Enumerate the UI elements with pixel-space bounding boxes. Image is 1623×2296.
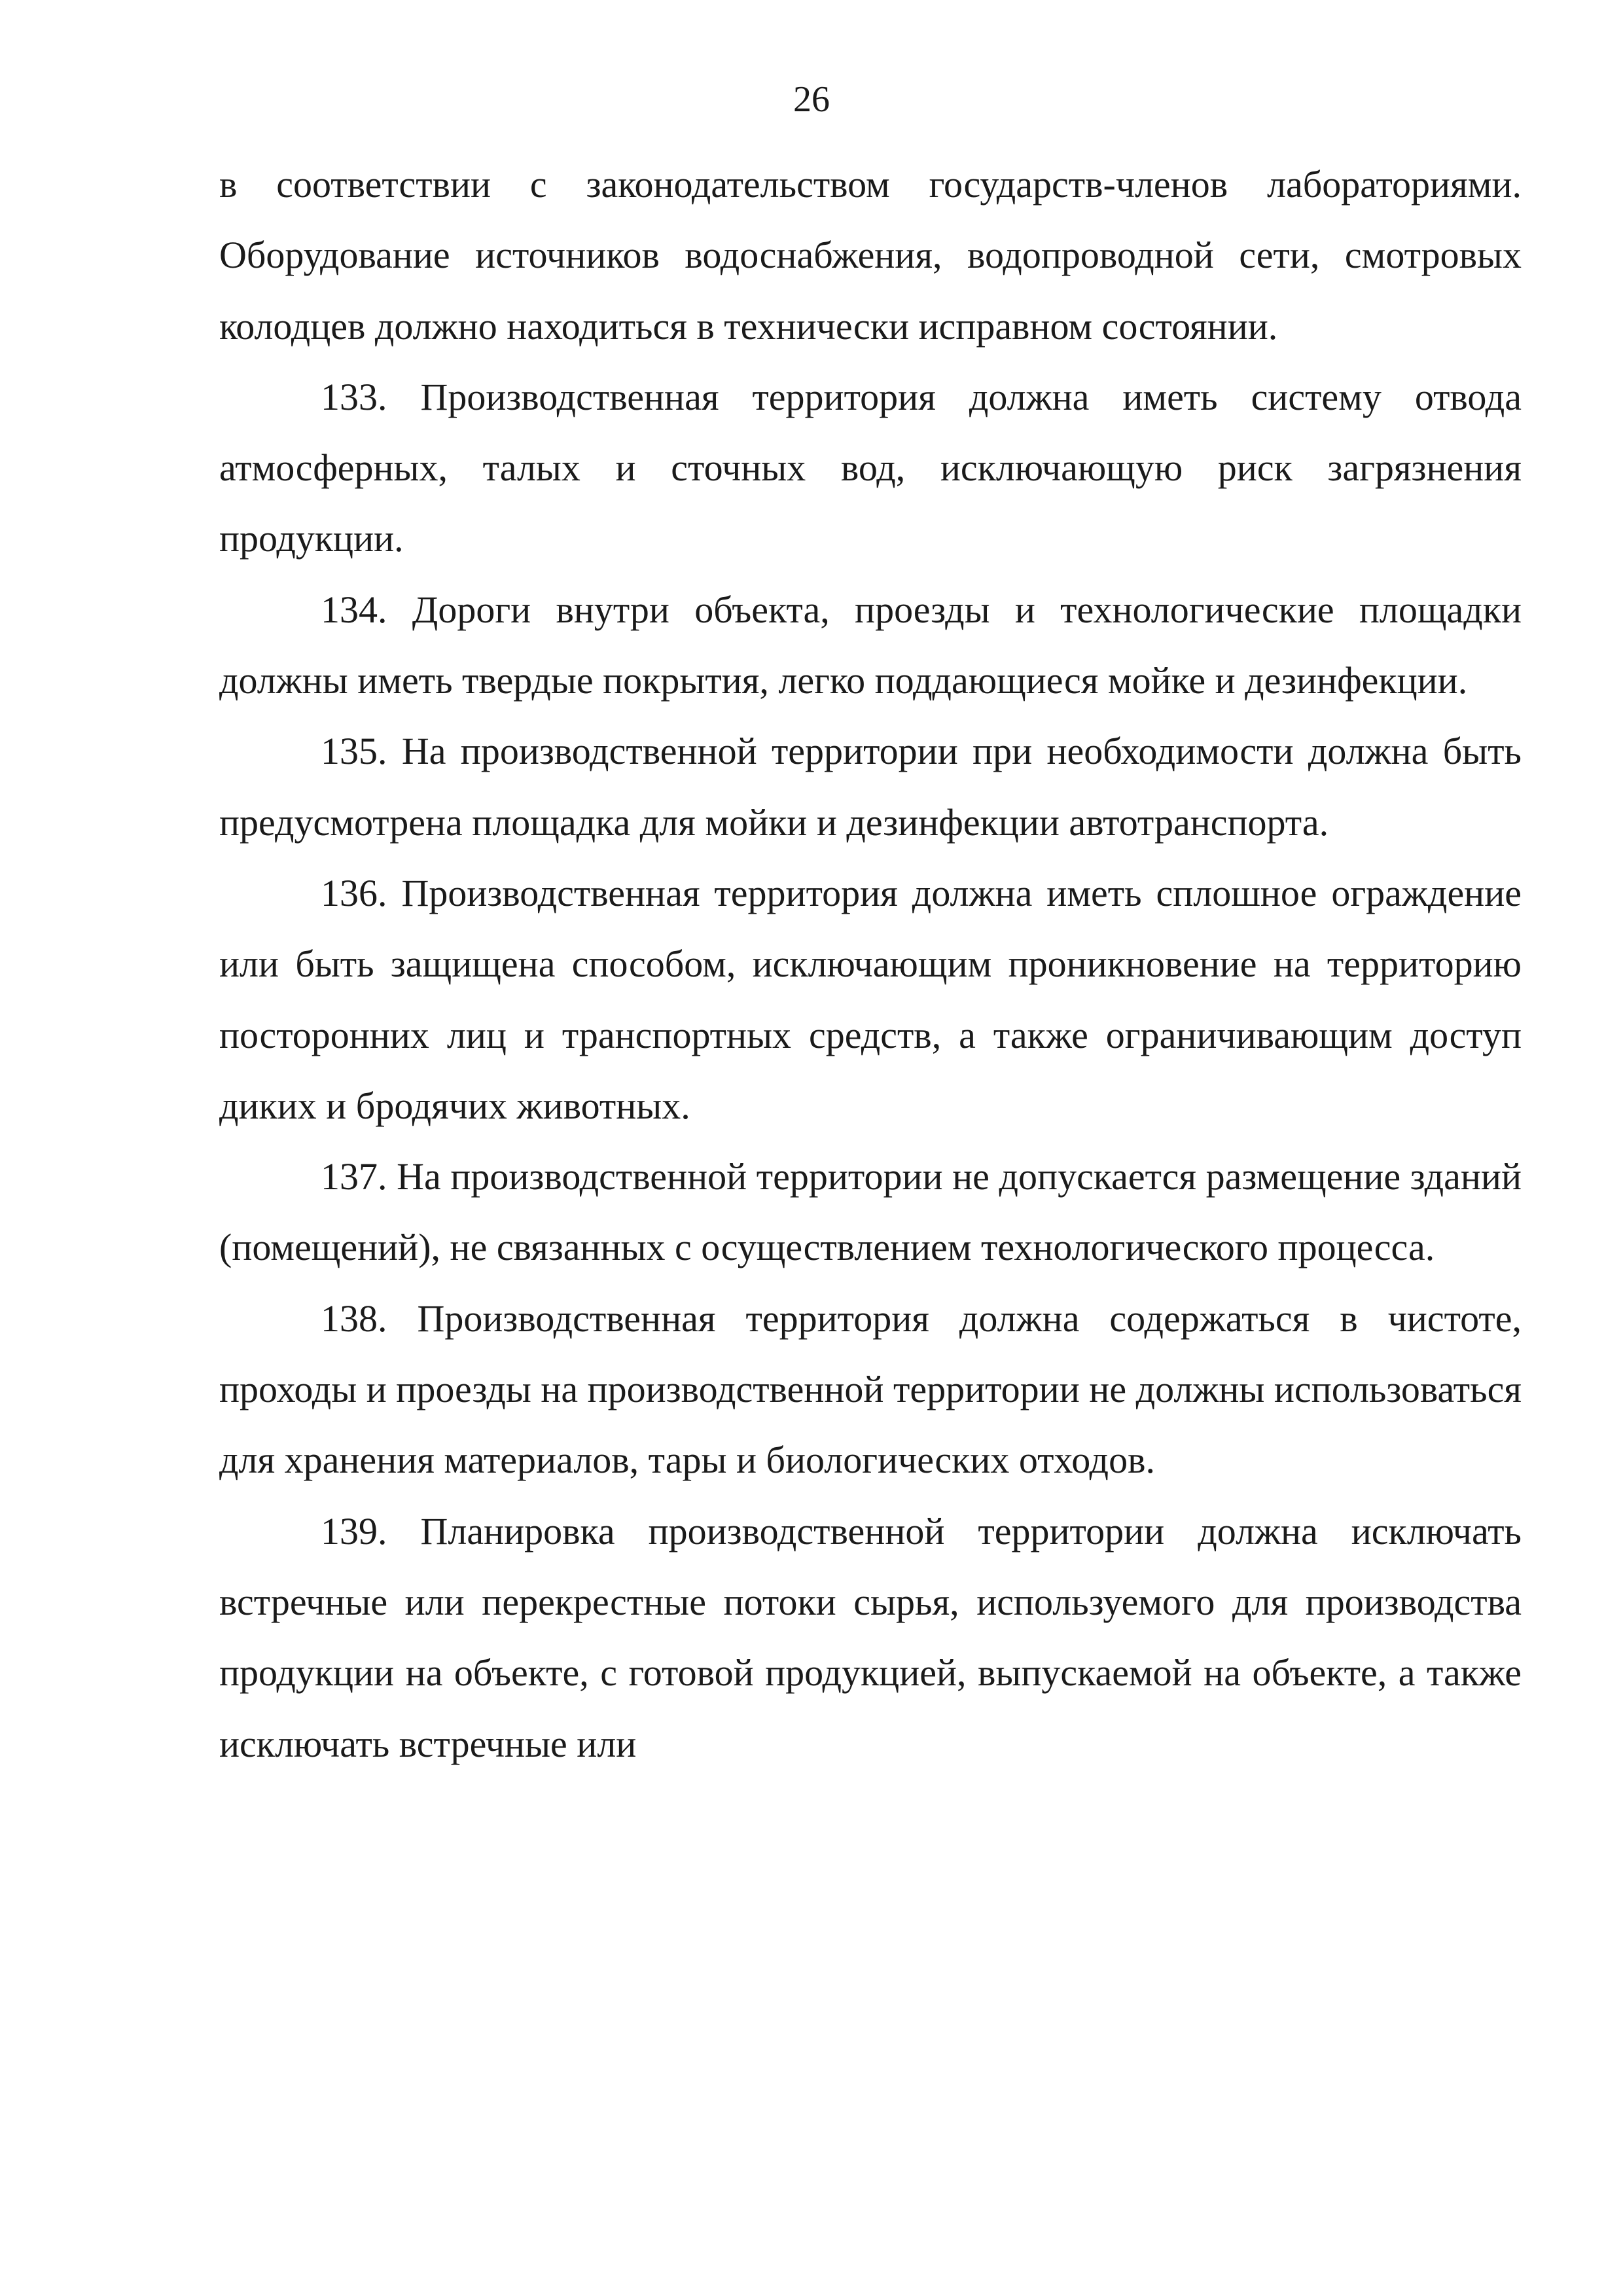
paragraph-text: Производственная территория должна иметь сплошное ограждение или быть защищена способом, исключающим проникновение на территорию посторонних лиц и транспортных средств, а также ограничивающим доступ диких и бродячих животных. bbox=[219, 871, 1522, 1127]
paragraph-number: 138. bbox=[321, 1297, 387, 1340]
document-body bbox=[219, 149, 1522, 1780]
paragraph-text: Планировка производственной территории должна исключать встречные или перекрестные потоки сырья, используемого для производства продукции на объекте, с готовой продукцией, выпускаемой на объекте, а также исключать встречные или bbox=[219, 1509, 1522, 1765]
paragraph-138 bbox=[219, 1283, 1522, 1496]
paragraph-136 bbox=[219, 858, 1522, 1141]
paragraph-number: 135. bbox=[321, 730, 387, 773]
paragraph-number: 133. bbox=[321, 375, 387, 418]
paragraph-137 bbox=[219, 1141, 1522, 1283]
paragraph-number: 137. bbox=[321, 1155, 387, 1198]
paragraph-text: Производственная территория должна иметь систему отвода атмосферных, талых и сточных вод, исключающую риск загрязнения продукции. bbox=[219, 375, 1522, 560]
paragraph-number: 136. bbox=[321, 871, 387, 914]
paragraph-text: Производственная территория должна содержаться в чистоте, проходы и проезды на производственной территории не должны использоваться для хранения материалов, тары и биологических отходов. bbox=[219, 1297, 1522, 1482]
page-number: 26 bbox=[793, 79, 830, 120]
paragraph-number: 139. bbox=[321, 1509, 387, 1552]
paragraph-133 bbox=[219, 362, 1522, 575]
paragraph-text: На производственной территории не допускается размещение зданий (помещений), не связанных с осуществлением технологического процесса. bbox=[219, 1155, 1522, 1269]
paragraph-139 bbox=[219, 1496, 1522, 1780]
paragraph-134 bbox=[219, 575, 1522, 717]
paragraph-135 bbox=[219, 716, 1522, 858]
paragraph-number: 134. bbox=[321, 588, 387, 631]
paragraph-text: в соответствии с законодательством государств-членов лабораториями. Оборудование источников водоснабжения, водопроводной сети, смотровых колодцев должно находиться в технически исправном состоянии. bbox=[219, 163, 1522, 348]
paragraph-continuation bbox=[219, 149, 1522, 362]
paragraph-text: Дороги внутри объекта, проезды и технологические площадки должны иметь твердые покрытия, легко поддающиеся мойке и дезинфекции. bbox=[219, 588, 1522, 702]
paragraph-text: На производственной территории при необходимости должна быть предусмотрена площадка для мойки и дезинфекции автотранспорта. bbox=[219, 730, 1522, 844]
